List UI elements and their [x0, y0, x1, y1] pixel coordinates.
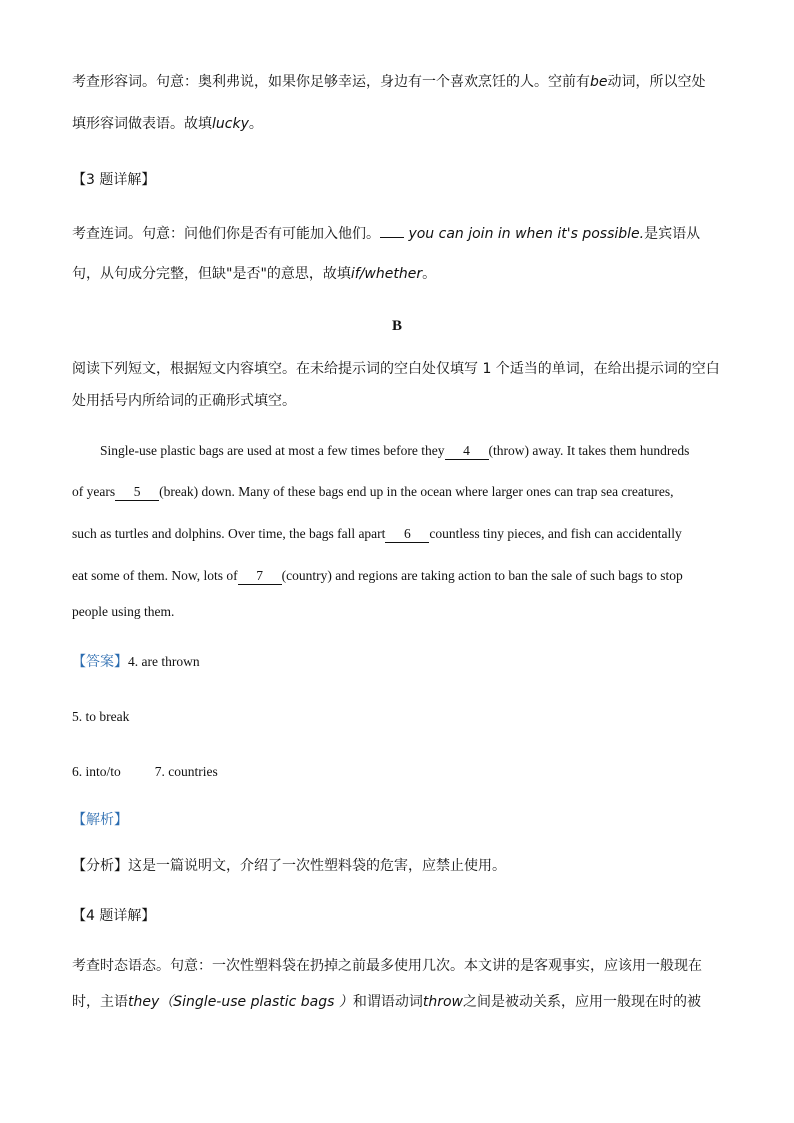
explanation-4-line-2: 时，主语they（Single-use plastic bags ）和谓语动词throw之间是被动关系，应用一般现在时的被 [72, 994, 701, 1010]
blank-6: 6 [385, 526, 429, 543]
answer-line-1 [72, 652, 200, 672]
english-clause: you can join in when it's possible. [408, 226, 645, 242]
text: 。 [248, 116, 263, 132]
instructions-line-2: 处用括号内所给词的正确形式填空。 [72, 393, 296, 409]
text: 填形容词做表语。故填 [72, 116, 212, 132]
passage-line-1: Single-use plastic bags are used at most a few times before they 4 (throw) away. It takes them hundreds [100, 443, 690, 458]
section-b-heading: B [391, 318, 402, 334]
subject-paren: （Single-use plastic bags ） [159, 994, 353, 1010]
explanation-3-line-2 [72, 264, 436, 284]
passage-line-2: of years 5 (break) down. Many of these bags end up in the ocean where larger ones can trap sea creatures, [72, 484, 674, 499]
text: 句，从句成分完整，但缺"是否"的意思，故填 [72, 266, 351, 282]
text: 考查形容词。句意：奥利弗说，如果你足够幸运，身边有一个喜欢烹饪的人。空前有 [72, 74, 590, 90]
passage-line-4: eat some of them. Now, lots of 7 (country) and regions are taking action to ban the sale of such bags to stop [72, 568, 683, 583]
answer-word-if-whether: if/whether [350, 266, 423, 282]
blank-underline [380, 237, 404, 238]
text: 。 [422, 266, 437, 282]
answer-5: 5. to break [72, 709, 130, 724]
answer-7: 7. countries [154, 764, 218, 779]
passage-line-5: people using them. [72, 604, 175, 619]
text: 动词，所以空处 [607, 74, 706, 90]
explanation-2-line-2 [72, 114, 263, 134]
blank-5: 5 [115, 484, 159, 501]
question-3-heading: 【3 题详解】 [72, 172, 156, 188]
keyword-they: they [128, 994, 160, 1010]
answer-line-3 [72, 762, 218, 782]
passage-line-3: such as turtles and dolphins. Over time, the bags fall apart 6 countless tiny pieces, and fish can accidentally [72, 526, 682, 541]
instructions-line-1: 阅读下列短文，根据短文内容填空。在未给提示词的空白处仅填写 1 个适当的单词，在给出提示词的空白 [72, 361, 720, 377]
analysis-label: 【解析】 [72, 812, 128, 828]
blank-4: 4 [445, 443, 489, 460]
explanation-3-line-1 [72, 224, 700, 244]
blank-7: 7 [238, 568, 282, 585]
keyword-be: be [590, 74, 608, 90]
answer-label: 【答案】 [72, 654, 128, 670]
explanation-4-line-1: 考查时态语态。句意：一次性塑料袋在扔掉之前最多使用几次。本文讲的是客观事实，应该用一般现在 [72, 958, 702, 974]
text: 考查连词。句意：问他们你是否有可能加入他们。 [72, 226, 380, 242]
text: 是宾语从 [644, 226, 701, 242]
keyword-throw: throw [422, 994, 463, 1010]
fenxi-text: 这是一篇说明文，介绍了一次性塑料袋的危害，应禁止使用。 [128, 858, 506, 874]
answer-word-lucky: lucky [212, 116, 249, 132]
answer-4: 4. are thrown [128, 654, 200, 669]
fenxi-line [72, 856, 506, 876]
question-4-heading: 【4 题详解】 [72, 908, 156, 924]
explanation-2-line-1 [72, 72, 706, 92]
answer-6: 6. into/to [72, 764, 121, 779]
fenxi-label: 【分析】 [72, 858, 128, 874]
